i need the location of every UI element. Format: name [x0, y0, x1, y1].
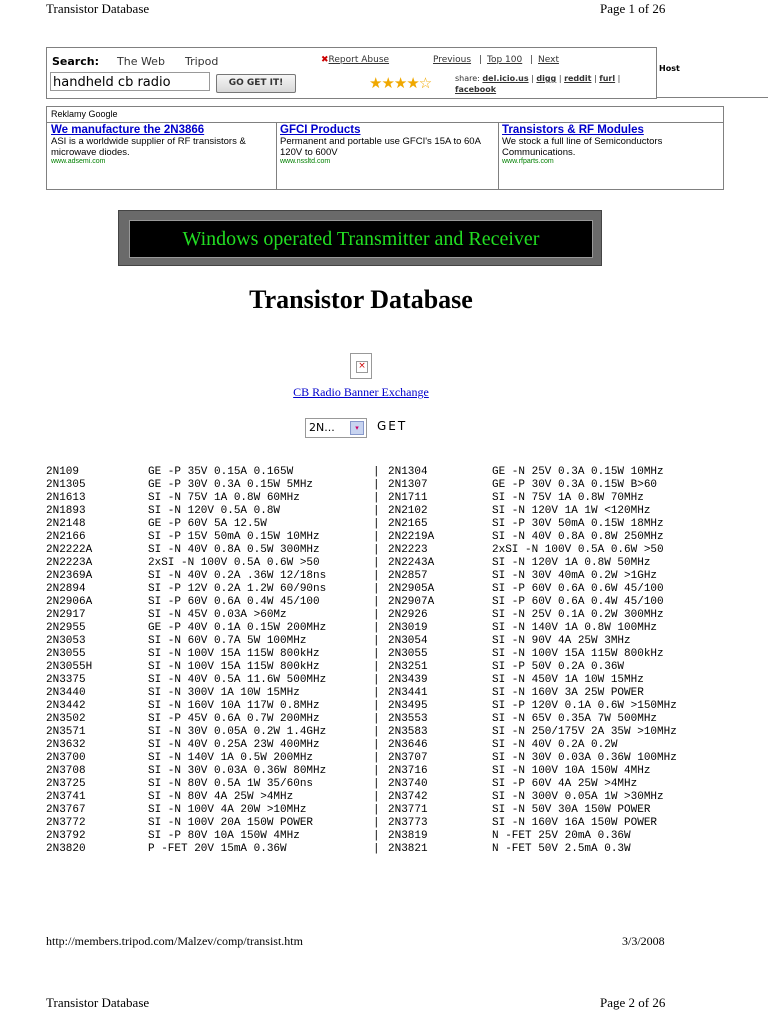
- part-number: 2N3725: [46, 778, 86, 790]
- part-specs: SI -N 450V 1A 10W 15MHz: [492, 674, 644, 686]
- part-number: 2N2223A: [46, 557, 93, 569]
- column-separator: |: [373, 635, 380, 647]
- part-number: 2N2955: [46, 622, 86, 634]
- column-separator: |: [373, 843, 380, 855]
- part-number: 2N3646: [388, 739, 428, 751]
- part-specs: SI -N 40V 0.2A 0.2W: [492, 739, 618, 751]
- column-separator: |: [373, 505, 380, 517]
- part-number: 2N3741: [46, 791, 86, 803]
- part-specs: SI -P 60V 0.6A 0.4W 45/100: [492, 596, 664, 608]
- part-number: 2N3716: [388, 765, 428, 777]
- ad-item[interactable]: [502, 124, 718, 186]
- part-number: 2N2917: [46, 609, 86, 621]
- column-separator: |: [373, 687, 380, 699]
- part-number: 2N3771: [388, 804, 428, 816]
- part-specs: GE -P 30V 0.3A 0.15W 5MHz: [148, 479, 314, 491]
- part-number: 2N3055: [388, 648, 428, 660]
- part-number: 2N3571: [46, 726, 86, 738]
- ad-title-link[interactable]: Transistors & RF Modules: [502, 124, 644, 136]
- part-specs: SI -N 40V 0.8A 0.8W 250MHz: [492, 531, 664, 543]
- column-separator: |: [373, 492, 380, 504]
- part-specs: SI -P 60V 4A 25W >4MHz: [492, 778, 638, 790]
- divider: [498, 123, 499, 189]
- divider: [656, 47, 657, 97]
- part-specs: SI -N 30V 0.03A 0.36W 80MHz: [148, 765, 327, 777]
- part-number: 2N3053: [46, 635, 86, 647]
- part-specs: SI -N 30V 0.03A 0.36W 100MHz: [492, 752, 677, 764]
- column-separator: |: [373, 739, 380, 751]
- part-specs: SI -N 25V 0.1A 0.2W 300MHz: [492, 609, 664, 621]
- column-separator: |: [373, 609, 380, 621]
- part-specs: GE -N 25V 0.3A 0.15W 10MHz: [492, 466, 664, 478]
- part-specs: SI -N 100V 4A 20W >10MHz: [148, 804, 307, 816]
- part-number: 2N2926: [388, 609, 428, 621]
- part-number: 2N3553: [388, 713, 428, 725]
- part-specs: SI -N 100V 15A 115W 800kHz: [148, 648, 320, 660]
- google-ads-box: [46, 106, 724, 190]
- part-number: 2N2165: [388, 518, 428, 530]
- part-number: 2N3019: [388, 622, 428, 634]
- host-label: Host: [659, 64, 680, 73]
- ad-description: ASI is a worldwide supplier of RF transistors & microwave diodes.: [51, 136, 246, 158]
- part-specs: SI -N 40V 0.8A 0.5W 300MHz: [148, 544, 320, 556]
- ad-item[interactable]: [280, 124, 504, 186]
- part-number: 2N3707: [388, 752, 428, 764]
- column-separator: |: [373, 479, 380, 491]
- part-number: 2N3251: [388, 661, 428, 673]
- part-specs: SI -N 160V 16A 150W POWER: [492, 817, 658, 829]
- part-specs: SI -N 80V 4A 25W >4MHz: [148, 791, 294, 803]
- column-separator: |: [373, 713, 380, 725]
- ad-url[interactable]: www.adsemi.com: [51, 158, 106, 165]
- part-specs: SI -N 40V 0.5A 11.6W 500MHz: [148, 674, 327, 686]
- part-number: 2N3773: [388, 817, 428, 829]
- broken-image-icon[interactable]: ×: [350, 353, 372, 379]
- part-specs: SI -P 60V 0.6A 0.6W 45/100: [492, 583, 664, 595]
- part-specs: SI -N 250/175V 2A 35W >10MHz: [492, 726, 677, 738]
- part-specs: SI -N 80V 0.5A 1W 35/60ns: [148, 778, 314, 790]
- column-separator: |: [373, 778, 380, 790]
- page-title: Transistor Database: [249, 285, 473, 314]
- part-number: 2N3708: [46, 765, 86, 777]
- part-specs: GE -P 35V 0.15A 0.165W: [148, 466, 294, 478]
- part-specs: SI -N 90V 4A 25W 3MHz: [492, 635, 631, 647]
- column-separator: |: [373, 752, 380, 764]
- part-specs: 2xSI -N 100V 0.5A 0.6W >50: [492, 544, 664, 556]
- part-specs: N -FET 50V 2.5mA 0.3W: [492, 843, 631, 855]
- part-specs: SI -N 120V 1A 1W <120MHz: [492, 505, 651, 517]
- part-number: 2N3772: [46, 817, 86, 829]
- part-number: 2N3055H: [46, 661, 93, 673]
- column-separator: |: [373, 544, 380, 556]
- part-number: 2N2166: [46, 531, 86, 543]
- column-separator: |: [373, 817, 380, 829]
- part-number: 2N1307: [388, 479, 428, 491]
- part-number: 2N3583: [388, 726, 428, 738]
- share-links: share: del.icio.us | digg | reddit | furl | facebook: [455, 74, 621, 94]
- part-specs: SI -N 120V 1A 0.8W 50MHz: [492, 557, 651, 569]
- part-specs: SI -P 50V 0.2A 0.36W: [492, 661, 625, 673]
- page-header-title: Transistor Database: [46, 1, 150, 16]
- column-separator: |: [373, 557, 380, 569]
- part-number: 2N3700: [46, 752, 86, 764]
- part-specs: GE -P 40V 0.1A 0.15W 200MHz: [148, 622, 327, 634]
- part-specs: SI -N 60V 0.7A 5W 100MHz: [148, 635, 307, 647]
- part-number: 2N2223: [388, 544, 428, 556]
- part-specs: SI -N 45V 0.03A >60Mz: [148, 609, 287, 621]
- part-number: 2N3054: [388, 635, 428, 647]
- part-specs: N -FET 25V 20mA 0.36W: [492, 830, 631, 842]
- next-page-number: Page 2 of 26: [600, 995, 666, 1010]
- search-label: Search:: [52, 55, 99, 68]
- column-separator: |: [373, 804, 380, 816]
- part-specs: SI -P 80V 10A 150W 4MHz: [148, 830, 300, 842]
- part-number: 2N3632: [46, 739, 86, 751]
- page-footer-url: http://members.tripod.com/Malzev/comp/transist.htm: [46, 934, 303, 948]
- part-specs: SI -N 100V 15A 115W 800kHz: [492, 648, 664, 660]
- ad-title-link[interactable]: GFCI Products: [280, 124, 361, 136]
- column-separator: |: [373, 726, 380, 738]
- part-specs: SI -N 300V 1A 10W 15MHz: [148, 687, 300, 699]
- part-number: 2N2222A: [46, 544, 93, 556]
- part-specs: SI -N 300V 0.05A 1W >30MHz: [492, 791, 664, 803]
- part-number: 2N3820: [46, 843, 86, 855]
- part-specs: SI -P 30V 50mA 0.15W 18MHz: [492, 518, 664, 530]
- part-number: 2N3442: [46, 700, 86, 712]
- search-option-tripod[interactable]: Tripod: [185, 55, 219, 68]
- search-option-web[interactable]: The Web: [117, 55, 165, 68]
- part-number: 2N109: [46, 466, 80, 478]
- part-number: 2N2243A: [388, 557, 435, 569]
- column-separator: |: [373, 661, 380, 673]
- page-number: Page 1 of 26: [600, 1, 666, 16]
- search-input[interactable]: handheld cb radio: [50, 72, 210, 91]
- report-abuse-link[interactable]: ✖Report Abuse: [321, 55, 390, 65]
- part-specs: SI -N 30V 0.05A 0.2W 1.4GHz: [148, 726, 327, 738]
- column-separator: |: [373, 518, 380, 530]
- part-number: 2N3819: [388, 830, 428, 842]
- part-specs: GE -P 30V 0.3A 0.15W B>60: [492, 479, 658, 491]
- part-number: 2N3740: [388, 778, 428, 790]
- part-number: 2N2148: [46, 518, 86, 530]
- part-number: 2N3821: [388, 843, 428, 855]
- column-separator: |: [373, 622, 380, 634]
- go-get-it-button[interactable]: GO GET IT!: [216, 74, 296, 93]
- column-separator: |: [373, 674, 380, 686]
- close-icon: ✖: [321, 55, 329, 65]
- ad-url[interactable]: www.rfparts.com: [502, 158, 554, 165]
- share-facebook-link[interactable]: facebook: [455, 85, 497, 94]
- part-specs: SI -N 100V 20A 150W POWER: [148, 817, 314, 829]
- column-separator: |: [373, 531, 380, 543]
- ad-description: We stock a full line of Semiconductors Communications.: [502, 136, 663, 158]
- part-specs: SI -P 12V 0.2A 1.2W 60/90ns: [148, 583, 327, 595]
- part-specs: SI -N 100V 15A 115W 800kHz: [148, 661, 320, 673]
- previous-link[interactable]: Previous: [433, 55, 472, 65]
- column-separator: |: [373, 596, 380, 608]
- column-separator: |: [373, 830, 380, 842]
- transmitter-banner[interactable]: [118, 210, 602, 266]
- share-digg-link[interactable]: digg: [536, 74, 557, 83]
- part-specs: SI -N 140V 1A 0.8W 100MHz: [492, 622, 658, 634]
- part-number: 2N1711: [388, 492, 428, 504]
- part-number: 2N1304: [388, 466, 428, 478]
- part-number: 2N3792: [46, 830, 86, 842]
- share-reddit-link[interactable]: reddit: [564, 74, 592, 83]
- part-specs: SI -P 120V 0.1A 0.6W >150MHz: [492, 700, 677, 712]
- column-separator: |: [373, 791, 380, 803]
- part-number: 2N1613: [46, 492, 86, 504]
- part-number: 2N2894: [46, 583, 86, 595]
- next-page-header-title: Transistor Database: [46, 995, 150, 1010]
- part-number: 2N3742: [388, 791, 428, 803]
- part-specs: SI -N 40V 0.25A 23W 400MHz: [148, 739, 320, 751]
- cb-radio-banner-link[interactable]: CB Radio Banner Exchange: [293, 385, 429, 399]
- part-specs: SI -N 140V 1A 0.5W 200MHz: [148, 752, 314, 764]
- column-separator: |: [373, 765, 380, 777]
- part-number: 2N3495: [388, 700, 428, 712]
- column-separator: |: [373, 700, 380, 712]
- part-number: 2N1893: [46, 505, 86, 517]
- part-number: 2N3502: [46, 713, 86, 725]
- part-specs: GE -P 60V 5A 12.5W: [148, 518, 267, 530]
- part-number: 2N2907A: [388, 596, 435, 608]
- next-link[interactable]: Next: [538, 55, 559, 65]
- part-prefix-select[interactable]: [305, 418, 367, 438]
- part-specs: SI -N 50V 30A 150W POWER: [492, 804, 651, 816]
- part-specs: SI -P 60V 0.6A 0.4W 45/100: [148, 596, 320, 608]
- part-number: 2N2905A: [388, 583, 435, 595]
- part-specs: SI -N 40V 0.2A .36W 12/18ns: [148, 570, 327, 582]
- part-number: 2N3055: [46, 648, 86, 660]
- column-separator: |: [373, 570, 380, 582]
- part-number: 2N3440: [46, 687, 86, 699]
- column-separator: |: [373, 583, 380, 595]
- part-specs: 2xSI -N 100V 0.5A 0.6W >50: [148, 557, 320, 569]
- part-specs: P -FET 20V 15mA 0.36W: [148, 843, 287, 855]
- part-specs: SI -N 75V 1A 0.8W 60MHz: [148, 492, 300, 504]
- share-furl-link[interactable]: furl: [599, 74, 616, 83]
- select-value: 2N...: [309, 421, 335, 434]
- column-separator: |: [373, 466, 380, 478]
- get-button[interactable]: GET: [377, 419, 408, 433]
- rating-stars-icon[interactable]: ★★★★☆: [369, 74, 432, 92]
- column-separator: |: [373, 648, 380, 660]
- divider: [656, 97, 768, 98]
- part-specs: SI -N 65V 0.35A 7W 500MHz: [492, 713, 658, 725]
- part-specs: SI -N 75V 1A 0.8W 70MHz: [492, 492, 644, 504]
- part-specs: SI -N 30V 40mA 0.2W >1GHz: [492, 570, 658, 582]
- part-number: 2N2906A: [46, 596, 93, 608]
- divider: [276, 123, 277, 189]
- part-number: 2N2857: [388, 570, 428, 582]
- share-delicious-link[interactable]: del.icio.us: [482, 74, 529, 83]
- divider: [47, 122, 723, 123]
- ad-title-link[interactable]: We manufacture the 2N3866: [51, 124, 205, 136]
- tripod-search-bar: Search: The Web Tripod handheld cb radio GO GET IT! ✖Report Abuse Previous | Top 100 | Next ★★★★☆ share: del.icio.us | digg | reddit | furl | facebook Host: [46, 47, 657, 99]
- part-number: 2N3767: [46, 804, 86, 816]
- part-number: 2N2219A: [388, 531, 435, 543]
- part-specs: SI -P 45V 0.6A 0.7W 200MHz: [148, 713, 320, 725]
- part-number: 2N2369A: [46, 570, 93, 582]
- page-footer-date: 3/3/2008: [622, 934, 665, 948]
- ad-description: Permanent and portable use GFCI's 15A to 60A 120V to 600V: [280, 136, 481, 158]
- top100-link[interactable]: Top 100: [487, 55, 523, 65]
- part-specs: SI -P 15V 50mA 0.15W 10MHz: [148, 531, 320, 543]
- part-specs: SI -N 160V 10A 117W 0.8MHz: [148, 700, 320, 712]
- ads-header: Reklamy Google: [51, 109, 118, 119]
- part-number: 2N1305: [46, 479, 86, 491]
- ad-url[interactable]: www.nssltd.com: [280, 158, 331, 165]
- part-number: 2N3441: [388, 687, 428, 699]
- part-number: 2N2102: [388, 505, 428, 517]
- chevron-down-icon[interactable]: ▾: [350, 421, 364, 435]
- part-specs: SI -N 120V 0.5A 0.8W: [148, 505, 281, 517]
- part-specs: SI -N 160V 3A 25W POWER: [492, 687, 644, 699]
- part-number: 2N3439: [388, 674, 428, 686]
- banner-text: Windows operated Transmitter and Receiver: [129, 220, 593, 258]
- ad-item[interactable]: [51, 124, 275, 186]
- part-specs: SI -N 100V 10A 150W 4MHz: [492, 765, 651, 777]
- part-number: 2N3375: [46, 674, 86, 686]
